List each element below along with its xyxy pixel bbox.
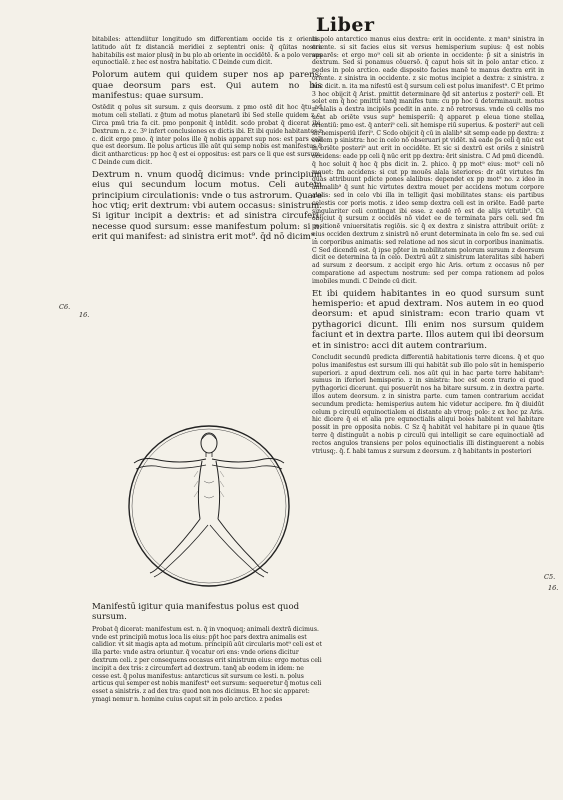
commentary-paragraph: Concludit secundū predicta differentiā habitationis terre dicens. q̄ et quo polus imanifestus est sursum illi qui habitāt sub illo polo sūt in hemisperio superiori. z apud dextrum celi. nos aūt qui in hac parte terre habitam⁹: sumus in iferiori hemisperio. z in sinistra: hoc est econ trario ei quod pythagorici dicerunt. qui posuerūt nos ha bitare sursum. z in dextra parte. illos autem deorsum. z in sinistra parte. cum tamen contrarium accidat secundum predicta: hemisperius autem hic videtur accipere. fm q̄ diuidūt celum p circulū equinoctialem ei distante ab vtroq; polo: z ex hoc pz Aris. hic dicere q̄ ei et alia pre equnoctialis aliqui boies habitent vel habitare possit in pre opposita nobis. C Sz q̄ habitāt vel habitare pi in quaue q̄tis terre q̄ distinguūt a nobis p circulū qui intelligit se care equinoctialē ad rectos angulos transiens per polos equinoctialis illi distinguerent a nobis vtriusq;. q̄. f. habi tamus z sursum z deorsum. z q̄ habitants in posteriori [312,353,544,455]
right-column [312,36,544,458]
commentary-paragraph: Ostēdit q polus sit sursum. z quis deorsum. z pmo ostē dit hoc q̄tu ad motum celi stellati. z ḡtum ad motus planetarū ibi Sed stelle quidem z c. Circa pmū tria fa cit. pmo ponponit q̄ intēdit. scdo probat q̄ dicerat ibi. Dextrum n. z c. 3º infert conclusiones ex dictis ibi. Et ibi quide habitantes z c. dicit ergo pmo. q̄ inter polos ille q̄ nobis apparet sup nos: est pars celi que est deorsum. Ile polus articus ille aūt qui semp nobis est manifestus q̄ dicit antharcticus: pp hoc q̄ est ei oppositus: est pars ce li que est sursum. C Deinde cum dicit. [92,104,322,166]
marginal-note: C6. [59,303,71,311]
commentary-paragraph: in polo antarctico manus eius dextra: erit in occidente. z man⁹ sinistra in oriente. si sit facies eius sit versus hemisperium supius: q̄ est nobis apparēs: et ergo mo⁹ celi sit ab oriente in occidente: p̄ sit a sinistris in dextrum. Sed si ponamus cōuersō. q̄ caput hois sit in polo antar ctico. z pedes in polo arctico. eade disposito facies manē te manus dextra erit in oriente. z sinistra in occidente. z sic motus incipiet a dextra: z sinistra. z hoc dicit. n. ita ma nifestū est q̄ sursum celi est polus imanifest⁹. C Et primo 3 hoc obijcit q̄ Arist. pmittit determinare q̄d sit anterius z posteri⁹ celi. Et solet em q̄ hoc pmittit tanq̄ manifes tum: cu pp hoc ū determinauit. motus n. alalis a dextra incipiēs pcedit in ante. z nō retrorsus. vnde cū celūs mo ucat ab oriēte vsus sup⁹ hemisperiū: q̄ apparet p eleua tione stellaꝝ orientiū: pmo est. q̄ anteri⁹ celi. sit hemispe riū superius. & posteri⁹ aut celi sit hemisperiū iferi⁹. C Scdo obijcit q̄ cū in alalib⁹ sit semp eade pp dextra: z eadem p sinistra: hoc in celo nō obseruari pt vidēt. nā eade p̄s celi q̄ nūc est in oriēte posteri⁹ aut erit in occidēte. Et sic si dextrū est oriēs z sinistrū occidens: eade pp celi q̄ nūc erit pp dextra: ērit sinistra. C Ad pmū dicendū. q̄ hoc soluit q̄ hoc q̄ pbs dicit in. 2. phico. q̄ pp mot⁹ eius: mot⁹ celi nō mouet: fm accidens: si cut pp mouēs alala isteriores: dr aūt virtutes fm quas attribuunt pdicte pones alalibus: dependet ex pp mot⁹ no. z ideo in animalib⁹ q̄ sunt hic virtutes dextra mouet per accidens motum corpore alalis: sed in celo vbi illa in telligit q̄asi mobilitates stans: eis partibus celestis cor poris motis. z ideo semp dextra celi est in oriēte. Eadē parte singulariter celi contingat ibi esse. z eadē rō est de alijs virtutib⁹. Cū obijciut q̄ sursum z occidēs nō videt ee de terminata pars celi. sed fm positionē vniuersitatis regiōis. sic q̄ ex dextra z sinistra attribuit oriūt: z eius occiden dextrum z sinistrū nō erunt determinata in celo fm se. sed cui in corporibus animatis: sed relatione ad nos sicut in corporibus inanimatis. C Sed dicendū est. q̄ ipse pp̄ter in mobilitatem polorum sursum z deorsum dicit ee determina ta in celo. Dextrū aūt z sinistrum lateralitas sibi haberi ad sursum z deorsum. z accipit ergo hic Aris. ortum z occasus nō per comparatione ad aspectum nostrum: sed per compa rationem ad polos imobiles mundi. C Deinde cū dicit. [312,36,544,285]
running-head: Liber [316,14,375,36]
commentary-paragraph: Probat q̄ dicerat: manifestum est. n. q̄ in vnoquoq; animali dextrā dicimus. vnde est principiū motus loca lis eius: pp̄t hoc pars dextra animalis est calidior. vt sit magis apta ad motum. principiū aūt circularis mot⁹ celi est et illa parte: vnde astra oriuntur. q̄ vocatur ori ens: vnde oriens dicitur dextrum celi. z per consequens occasus erit sinistrum eius: ergo motus celi incipit a dex tris: z circumfert ad dextrum. tanq̄ ab eodem in idem: ne cesse est. q̄ polus manifestus: antarcticus sit sursum ce lesti. n. polus articus qui semper est nobis manifest⁹ eet sursum: sequeretur q̄ motus celi esset a sinistris. z ad dex tra: quod non nos dicimus. Et hoc sic apparet: ymagi nemur n. homine cuius caput sit in polo arctico. z pedes [92,625,322,703]
commentary-paragraph: bitabiles: attendiitur longitudo sm differentiam occide tis z orientis. latitudo aût fz distanciā meridiei z septentri onis: q̄ qūitas nostra habitabilis est maior plusq̄ in bu plo ab oriente in occidētē. & a polo versus equnoctialē. z hec est nostra habitatio. C Deinde cum dicit. [92,36,322,67]
marginal-note: 16. [79,311,90,319]
circle-figure-illustration [124,421,294,591]
cosmic-man-woodcut [124,421,294,591]
lemma-paragraph: Polorum autem qui quidem super nos ap parens: quae deorsum pars est. Qui autem no bis manifestus: quae sursum. [92,70,322,101]
left-column [92,36,322,246]
lemma-paragraph: Dextrum n. vnum quodq̄ dicimus: vnde principium eius qui secundum locum motus. Celi autem principium circulationis: vnde o tus astrorum. Quare hoc vtiq; erit dextrum: vbi autem occasus: sinistrum. Si igitur incipit a dextris: et ad sinistra circuferi: necesse quod sursum: esse manifestum polum: si n. erit qui manifest: ad sinistra erit mot⁹. q̄d nō dicim⁹. [92,169,322,243]
marginal-note: C5. [544,573,556,581]
lemma-paragraph: Manifestū igitur quia manifestus polus est quod sursum. [92,602,300,623]
lemma-paragraph: Et ibi quidem habitantes in eo quod sursum sunt hemisperio: et apud dextram. Nos autem in eo quod deorsum: et apud sinistram: econ trario quam vt pythagorici dicunt. Illi enim nos sursum quidem faciunt et in dextra parte. Illos autem qui ibi deorsum et in sinistro: acci dit autem contrarium. [312,288,544,351]
left-column-lower [92,600,322,707]
marginal-note: 16. [548,584,559,592]
